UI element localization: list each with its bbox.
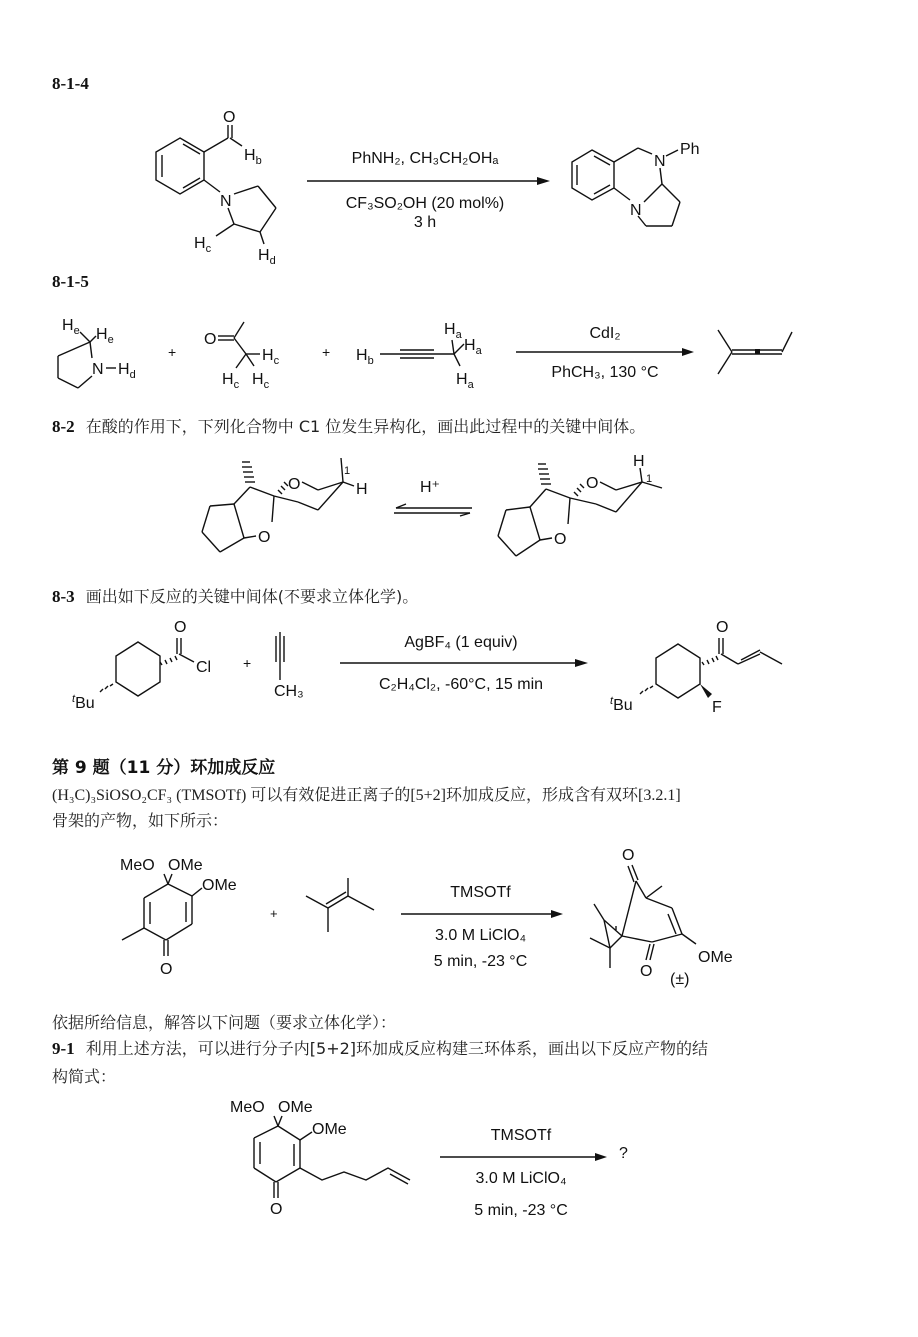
conditions-below-9-1: 3.0 M LiClO₄: [435, 927, 526, 944]
svg-text:Hc: $H_c$: [194, 235, 212, 255]
conditions-above-8-3: AgBF₄ (1 equiv): [404, 634, 518, 651]
conditions-above-9: TMSOTf: [450, 884, 511, 901]
svg-text:O: O: [270, 1201, 283, 1218]
svg-text:N: N: [654, 153, 666, 170]
plus-sign-9: +: [270, 906, 278, 921]
svg-text:O: O: [258, 529, 271, 546]
acyl-chloride-structure: [66, 618, 226, 718]
reaction-arrow-8-1-4: [307, 176, 552, 186]
reaction-arrow-8-1-5: [516, 347, 696, 357]
propyne-structure: [356, 312, 496, 392]
spiroketal-left-structure: [198, 452, 378, 572]
question-label-8-1-5: 8-1-5: [52, 272, 89, 291]
reaction-arrow-9: [401, 909, 566, 919]
question-8-3: [52, 584, 418, 607]
reaction-arrow-9-1: [440, 1152, 610, 1162]
intramolecular-substrate-structure: [228, 1096, 428, 1226]
question-label-8-3: 8-3: [52, 587, 75, 606]
svg-text:Hc: $H_c$: [262, 347, 280, 367]
svg-text:O: O: [174, 619, 187, 636]
pyrrolidine-structure: [58, 312, 158, 392]
svg-text:Hc: $H_c$: [222, 371, 240, 391]
plus-sign-1: +: [168, 344, 177, 360]
problem-9-intro-line2: 骨架的产物，如下所示：: [52, 811, 229, 830]
svg-text:O: O: [622, 847, 635, 864]
svg-text:Ha: $H_a$: [444, 321, 462, 341]
conditions-above-8-1-4: PhNH₂, CH₃CH₂OHₐ: [351, 150, 499, 167]
conditions-below-9-1a: 3.0 M LiClO₄: [475, 1170, 567, 1187]
svg-text:tBu: $^t$Bu: [610, 695, 633, 714]
svg-text:N: N: [220, 193, 232, 210]
plus-sign-2: +: [322, 344, 331, 360]
svg-text:O: O: [554, 531, 567, 548]
bicyclic-product-structure: [588, 846, 758, 996]
svg-text:H: H: [633, 453, 645, 470]
unknown-product-mark: ?: [619, 1145, 628, 1162]
trimethoxy-dienone-structure: [118, 852, 258, 982]
question-text-8-2: 在酸的作用下，下列化合物中 C1 位发生异构化，画出此过程中的关键中间体。: [85, 417, 646, 436]
conditions-below-8-1-4: CF₃SO₂OH (20 mol%): [345, 195, 505, 212]
svg-text:N: N: [630, 202, 642, 219]
svg-text:Ph: Ph: [680, 141, 700, 158]
atom-O: O: [223, 109, 236, 126]
svg-text:O: O: [640, 963, 653, 980]
question-label-9-1: 9-1: [52, 1039, 75, 1058]
reaction-arrow-8-3: [340, 658, 590, 668]
svg-text:Hb: $H_b$: [244, 147, 262, 167]
svg-text:He: $H_e$: [62, 317, 80, 337]
svg-text:MeO: MeO: [230, 1099, 265, 1116]
spiroketal-right-structure: [494, 452, 684, 572]
svg-text:Hd: $H_d$: [118, 361, 136, 381]
svg-text:(±): (±): [670, 971, 690, 988]
conditions-above-8-1-5: CdI₂: [589, 325, 621, 342]
conditions-below-9-1b: 5 min, -23 °C: [474, 1202, 568, 1219]
svg-text:O: O: [288, 476, 301, 493]
svg-text:O: O: [716, 619, 729, 636]
plus-sign-8-3: +: [243, 655, 252, 671]
svg-text:O: O: [204, 331, 217, 348]
propyne-structure-8-3: [274, 632, 324, 702]
svg-text:OMe: OMe: [202, 877, 237, 894]
conditions-below-8-1-5: PhCH₃, 130 °C: [551, 364, 659, 381]
question-text-9-1-line1: 利用上述方法，可以进行分子内[5+2]环加成反应构建三环体系，画出以下反应产物的结: [85, 1039, 709, 1058]
svg-text:OMe: OMe: [168, 857, 203, 874]
product-structure-8-1-4: [568, 140, 718, 260]
conditions-below-9-2: 5 min, -23 °C: [433, 953, 528, 970]
svg-text:O: O: [586, 475, 599, 492]
conditions-below-8-3: C₂H₄Cl₂, -60°C, 15 min: [378, 676, 544, 693]
question-label-8-2: 8-2: [52, 417, 75, 436]
svg-text:OMe: OMe: [698, 949, 733, 966]
fluoroketone-product-structure: [606, 618, 806, 718]
svg-text:Cl: Cl: [196, 659, 212, 676]
conditions-above-9-1: TMSOTf: [490, 1127, 552, 1144]
question-8-2: [52, 414, 645, 437]
svg-text:MeO: MeO: [120, 857, 155, 874]
svg-text:H: H: [356, 481, 368, 498]
svg-text:1: 1: [646, 473, 653, 485]
tetramethylethylene-structure: [304, 878, 384, 948]
equilibrium-arrow: [392, 504, 474, 516]
svg-text:F: F: [712, 699, 722, 716]
question-text-8-3: 画出如下反应的关键中间体(不要求立体化学)。: [85, 587, 419, 606]
svg-text:OMe: OMe: [312, 1121, 347, 1138]
conditions-time-8-1-4: 3 h: [413, 214, 437, 231]
svg-text:tBu: $^t$Bu: [72, 693, 95, 712]
svg-text:Hd: $H_d$: [258, 247, 276, 267]
svg-text:OMe: OMe: [278, 1099, 313, 1116]
svg-text:Ha: $H_a$: [464, 337, 482, 357]
svg-text:Hc: $H_c$: [252, 371, 270, 391]
svg-text:He: $H_e$: [96, 326, 114, 346]
svg-text:Hb: $H_b$: [356, 347, 374, 367]
problem-9-heading: 第 9 题（11 分）环加成反应: [52, 758, 276, 778]
question-label-8-1-4: 8-1-4: [52, 74, 89, 93]
allene-product-structure: [718, 328, 808, 378]
butanone-structure: [204, 310, 304, 395]
instruction-text: 依据所给信息，解答以下问题（要求立体化学）：: [52, 1013, 397, 1032]
reactant-structure-8-1-4: [150, 109, 290, 270]
question-text-9-1-line2: 构简式：: [52, 1067, 117, 1086]
reagent-H-plus: H⁺: [420, 479, 440, 496]
svg-text:N: N: [92, 361, 104, 378]
svg-text:1: 1: [344, 465, 351, 477]
problem-9-intro-line1: (H₃C)₃SiOSO₂CF₃ (TMSOTf) 可以有效促进正离子的[5+2]环加成反应，形成含有双环[3.2.1]: [52, 787, 681, 804]
svg-text:O: O: [160, 961, 173, 978]
svg-text:Ha: $H_a$: [456, 371, 474, 391]
svg-text:CH₃: CH₃: [274, 683, 304, 700]
question-9-1: [52, 1036, 708, 1059]
